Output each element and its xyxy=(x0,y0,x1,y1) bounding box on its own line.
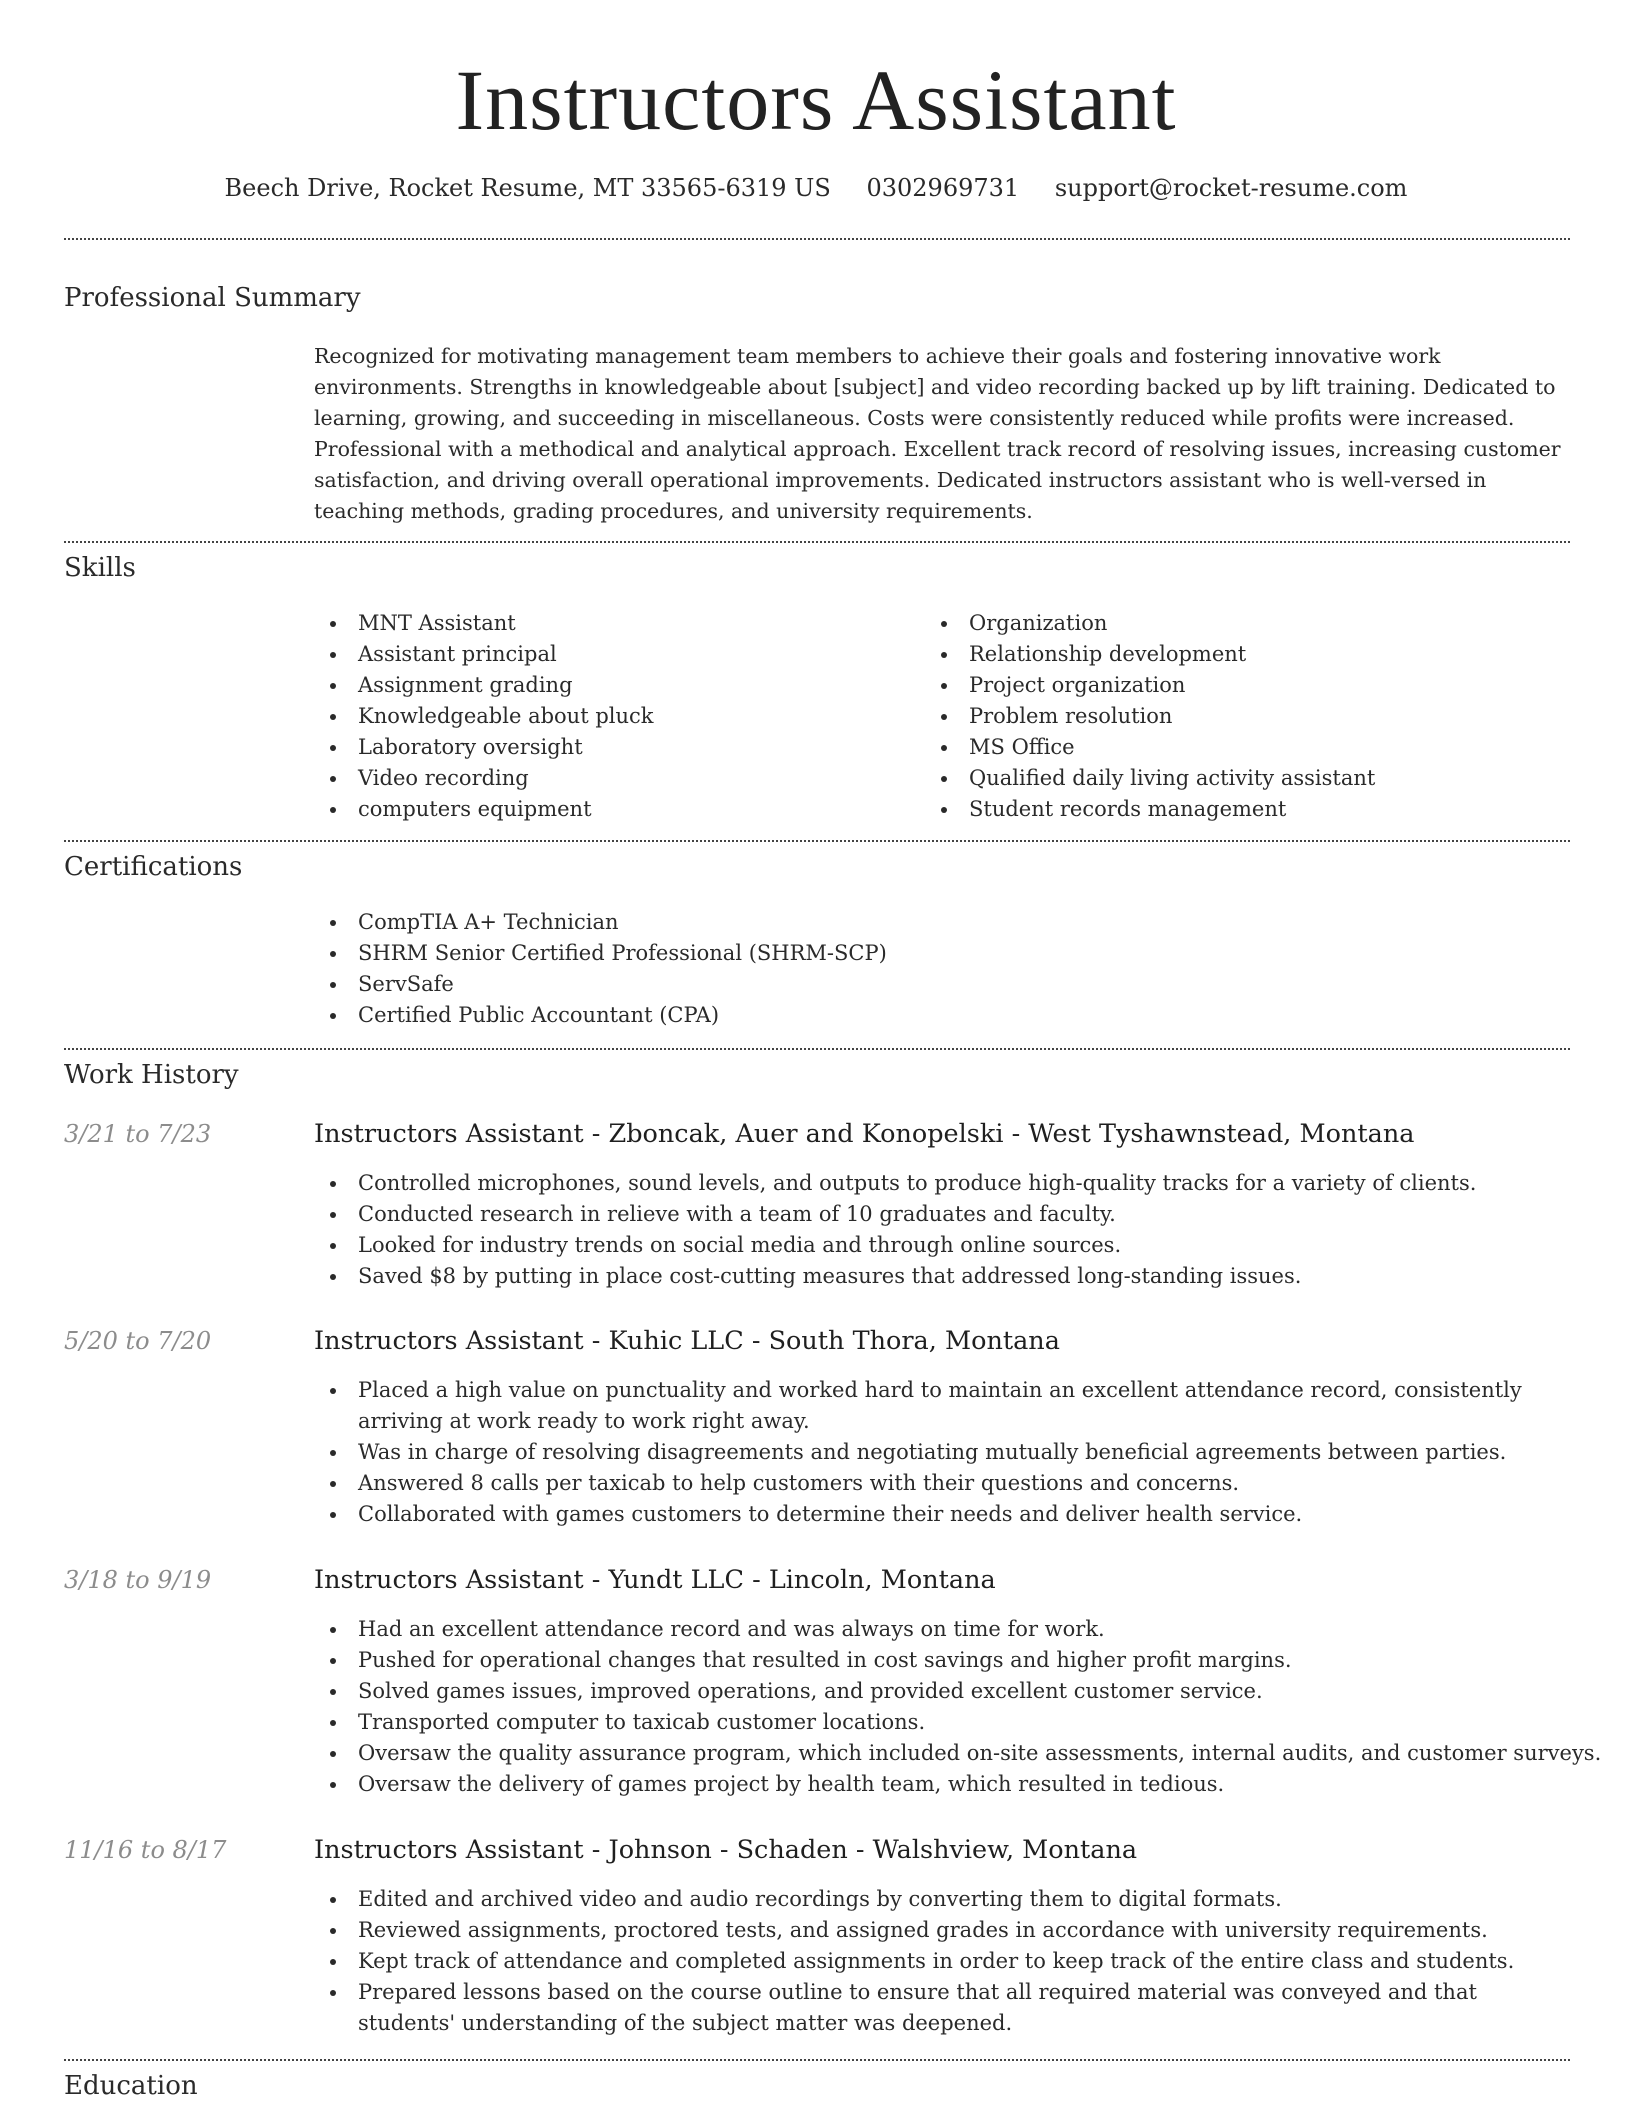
job-bullets xyxy=(314,1168,1476,1292)
skill-item: Assignment grading xyxy=(314,670,654,701)
job-title: Instructors Assistant - Johnson - Schaden - Walshview, Montana xyxy=(314,1835,1138,1865)
job-bullet: Reviewed assignments, proctored tests, and assigned grades in accordance with university requirements. xyxy=(314,1915,1564,1946)
job-bullets xyxy=(314,1884,1564,2039)
summary-text: Recognized for motivating management team members to achieve their goals and fostering innovative work environments. Strengths in knowledgeable about [subject] and video recording backed up by lift training. Dedicated to learning, growing, and succeeding in miscellaneous. Costs were consistently reduced while profits were increased. Professional with a methodical and analytical approach. Excellent track record of resolving issues, increasing customer satisfaction, and driving overall operational improvements. Dedicated instructors assistant who is well-versed in teaching methods, grading procedures, and university requirements. xyxy=(314,344,1561,523)
job-title: Instructors Assistant - Yundt LLC - Lincoln, Montana xyxy=(314,1565,996,1595)
job-bullet: Transported computer to taxicab customer locations. xyxy=(314,1707,1601,1738)
job-dates: 5/20 to 7/20 xyxy=(64,1327,212,1355)
skill-item: Assistant principal xyxy=(314,639,654,670)
certifications-list xyxy=(314,907,887,1031)
job-bullets xyxy=(314,1375,1564,1530)
job-bullet: Controlled microphones, sound levels, and outputs to produce high-quality tracks for a variety of clients. xyxy=(314,1168,1476,1199)
job-bullets xyxy=(314,1614,1601,1800)
job-bullet: Prepared lessons based on the course outline to ensure that all required material was conveyed and that students' understanding of the subject matter was deepened. xyxy=(314,1977,1564,2039)
job-bullet: Oversaw the delivery of games project by health team, which resulted in tedious. xyxy=(314,1769,1601,1800)
job-bullet: Edited and archived video and audio recordings by converting them to digital formats. xyxy=(314,1884,1564,1915)
certification-item: ServSafe xyxy=(314,969,887,1000)
job-bullet: Had an excellent attendance record and was always on time for work. xyxy=(314,1614,1601,1645)
skill-item: Relationship development xyxy=(925,639,1375,670)
divider xyxy=(64,238,1570,240)
job-bullet: Conducted research in relieve with a team of 10 graduates and faculty. xyxy=(314,1199,1476,1230)
contact-phone: 0302969731 xyxy=(866,174,1020,202)
job-bullet: Collaborated with games customers to determine their needs and deliver health service. xyxy=(314,1499,1564,1530)
certification-item: SHRM Senior Certified Professional (SHRM-SCP) xyxy=(314,938,887,969)
divider xyxy=(64,840,1570,842)
skills-list-left xyxy=(314,608,654,825)
skill-item: MNT Assistant xyxy=(314,608,654,639)
skill-item: Qualified daily living activity assistant xyxy=(925,763,1375,794)
job-title: Instructors Assistant - Zboncak, Auer and Konopelski - West Tyshawnstead, Montana xyxy=(314,1119,1415,1149)
job-bullet: Oversaw the quality assurance program, which included on-site assessments, internal audits, and customer surveys. xyxy=(314,1738,1601,1769)
section-title-education: Education xyxy=(64,2071,198,2101)
job-bullet: Saved $8 by putting in place cost-cutting measures that addressed long-standing issues. xyxy=(314,1261,1476,1292)
resume-name: Instructors Assistant xyxy=(455,52,1177,148)
job-bullet: Placed a high value on punctuality and worked hard to maintain an excellent attendance record, consistently arriving at work ready to work right away. xyxy=(314,1375,1564,1437)
job-bullet: Looked for industry trends on social media and through online sources. xyxy=(314,1230,1476,1261)
contact-line xyxy=(0,170,1632,206)
skill-item: Problem resolution xyxy=(925,701,1375,732)
divider xyxy=(64,541,1570,543)
section-title-skills: Skills xyxy=(64,553,136,583)
skill-item: Project organization xyxy=(925,670,1375,701)
skill-item: Knowledgeable about pluck xyxy=(314,701,654,732)
skill-item: Organization xyxy=(925,608,1375,639)
job-title: Instructors Assistant - Kuhic LLC - South Thora, Montana xyxy=(314,1326,1060,1356)
divider xyxy=(64,1048,1570,1050)
skills-list-right xyxy=(925,608,1375,825)
divider xyxy=(64,2059,1570,2061)
contact-address: Beech Drive, Rocket Resume, MT 33565-6319 US xyxy=(224,174,831,202)
certification-item: Certified Public Accountant (CPA) xyxy=(314,1000,887,1031)
job-bullet: Solved games issues, improved operations, and provided excellent customer service. xyxy=(314,1676,1601,1707)
job-bullet: Kept track of attendance and completed assignments in order to keep track of the entire class and students. xyxy=(314,1946,1564,1977)
skill-item: Student records management xyxy=(925,794,1375,825)
skill-item: Video recording xyxy=(314,763,654,794)
certification-item: CompTIA A+ Technician xyxy=(314,907,887,938)
job-dates: 3/21 to 7/23 xyxy=(64,1120,212,1148)
job-dates: 3/18 to 9/19 xyxy=(64,1566,212,1594)
job-dates: 11/16 to 8/17 xyxy=(64,1836,227,1864)
skill-item: Laboratory oversight xyxy=(314,732,654,763)
job-bullet: Answered 8 calls per taxicab to help customers with their questions and concerns. xyxy=(314,1468,1564,1499)
job-bullet: Pushed for operational changes that resulted in cost savings and higher profit margins. xyxy=(314,1645,1601,1676)
section-title-summary: Professional Summary xyxy=(64,283,361,313)
skill-item: computers equipment xyxy=(314,794,654,825)
contact-email: support@rocket-resume.com xyxy=(1054,174,1408,202)
section-title-work-history: Work History xyxy=(64,1060,239,1090)
skill-item: MS Office xyxy=(925,732,1375,763)
section-title-certifications: Certifications xyxy=(64,852,243,882)
job-bullet: Was in charge of resolving disagreements and negotiating mutually beneficial agreements between parties. xyxy=(314,1437,1564,1468)
